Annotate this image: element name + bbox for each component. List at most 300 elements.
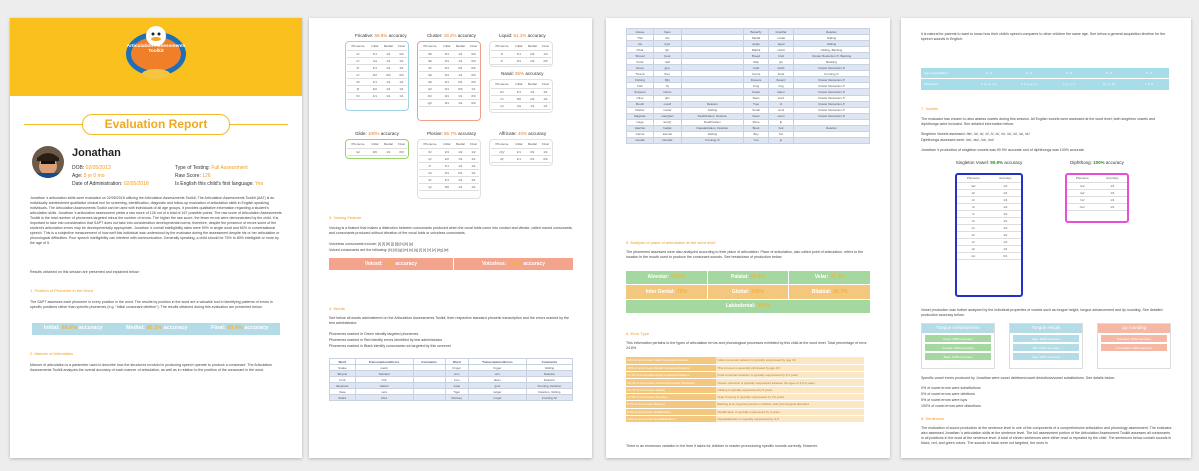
table-cell: 0/0 xyxy=(381,71,396,78)
table-cell: /eɪ/ xyxy=(1067,182,1098,189)
section-1-text: The SAPT assesses each phoneme in every position in the word. The results by position in the word are a valuable tool in identifying patterns of errors in specific positions rather than specific phonemes (e.g. "initial consonant deletion"). The results obtained during this evaluation are presented below: xyxy=(30,300,273,310)
report-title: Evaluation Report xyxy=(82,114,230,135)
table-cell: 1/1 xyxy=(381,148,396,155)
section-3-heading: 3. Voicing Feature xyxy=(329,215,362,220)
table-cell: /k/ xyxy=(419,176,441,183)
table-cell: /r/ xyxy=(491,57,513,64)
table-cell: /br/ xyxy=(419,92,441,99)
table-cell: Cluster Reduction /l/, Backing xyxy=(794,53,870,59)
table-cell: kæməl xyxy=(653,131,681,137)
table-cell: Final xyxy=(468,43,479,50)
table-cell: 1/1 xyxy=(453,155,468,162)
table-cell: swɑn xyxy=(769,113,794,119)
page-3-footer-text: There is an enormous variation in the time it takes for children to master pronouncing specific sounds correctly. However, xyxy=(626,444,818,448)
table-cell: Rabbit xyxy=(743,47,768,53)
logo-text: Articulation Assessments Toolkit xyxy=(126,44,186,55)
table-cell: 0/1 xyxy=(453,64,468,71)
table-cell: ʃu xyxy=(769,119,794,125)
table-cell: 1/1 xyxy=(540,102,551,109)
table-cell: 0/1 xyxy=(513,57,525,64)
table-row xyxy=(419,162,479,169)
table-cell: 2/2 xyxy=(396,50,407,57)
diphthong-table xyxy=(1065,173,1129,223)
table-row xyxy=(419,78,479,85)
testing-type-field: Type of Testing: Full Assessment xyxy=(175,165,248,171)
table-cell: 1/1 xyxy=(381,78,396,85)
table-cell: Final xyxy=(468,141,479,148)
table-cell: fɪŋgər xyxy=(468,365,526,371)
table-cell: Monkey xyxy=(445,395,468,401)
phoneme-row: Phonemes h, w, m, n, p b, d, k, g, f, j t, ŋ, l, s, ʃ tʃ, r, z, dʒ v, θ, ð xyxy=(924,82,1153,87)
table-cell: Initial xyxy=(513,43,525,50)
section-3-text: Voicing is a feature that makes a distinction between consonants produced when the vocal folds come into contact and vibrate, called voiced consonants, and consonants produced without vibration of the vocal folds or voiceless consonants. xyxy=(329,226,573,236)
table-cell: /ɑ/ xyxy=(957,189,990,196)
table-row xyxy=(957,182,1021,189)
table-row xyxy=(419,183,479,190)
table-cell: Cluster reduction is typically suppressed between the ages of 3;6-4 years xyxy=(716,379,864,386)
table-row xyxy=(419,176,479,183)
table-cell: 1/1 xyxy=(453,162,468,169)
table-cell: /st/ xyxy=(419,85,441,92)
table-cell: 0/0 xyxy=(468,57,479,64)
table-cell: Scissors xyxy=(627,89,654,95)
table-cell: ðɪs xyxy=(653,35,681,41)
table-cell: laɪən xyxy=(468,377,526,383)
table-cell: 0.0% of errors were Initial Consonant Deletion xyxy=(626,357,716,364)
table-cell: mʌðər xyxy=(653,107,681,113)
table-cell: Velar Fronting is typically suppressed by 3;6 years xyxy=(716,393,864,400)
table-cell: Zebra xyxy=(330,395,356,401)
table-cell: 1/1 xyxy=(468,169,479,176)
table-cell: 1/1 xyxy=(369,50,381,57)
table-cell: Gliding is typically suppressed by 5 years xyxy=(716,386,864,393)
table-cell: 1/1 xyxy=(990,189,1021,196)
position-accuracy-bar xyxy=(32,323,280,335)
table-cell: /g/ xyxy=(419,183,441,190)
section-7-heading: 7. Vowels xyxy=(921,106,939,111)
table-cell: Cluster Reduction /l/ xyxy=(794,83,870,89)
table-cell: Medial xyxy=(453,43,468,50)
voiced-accuracy-bar: Voiced: 75% accuracy xyxy=(329,258,453,270)
table-cell: sɪzərz xyxy=(653,89,681,95)
table-cell: kændəl xyxy=(653,137,681,143)
table-row xyxy=(957,231,1021,238)
table-cell: Fronting /t/ xyxy=(681,137,743,143)
table-cell: 2/2 xyxy=(441,155,453,162)
table-cell: Gliding xyxy=(794,35,870,41)
table-cell: Bicycle xyxy=(330,371,356,377)
table-cell: /kl/ xyxy=(419,57,441,64)
intro-paragraph: Jonathan 's articulation skills were evaluated on 02/05/2018 utilizing the Articulation Assessments Toolkit. The Articulation Assessments Toolkit (AAT) is an individually administered qualitative clinical tool for screening, identification, diagnosis and follow-up evaluation of articulation skills in English speaking individuals. The Articulation Assessments Toolkit can be used with individuals of all age groups, it provides qualitative information regarding a student's articulation skills. Jonathan 's articulation assessment yields a raw score of 126 out of a total of 167 possible points. The raw score of Articulation Assessments Toolkit is the total number of phonemes targeted minus the number of errors. The higher the raw score, the fewer errors were demonstrated by the child. It is important to take into consideration that SAPT does not take into consideration developmental norms; therefore, despite the presence of errors some of the student's articulation errors may be developmentally appropriate. Jonathan 's overall intelligibility rates were 90% in single word and 60% in conversational speech. This is a subjective measurement of how well this individual was understood by the evaluator during the assessment despite his or her articulation or phonological difficulties. Poor speech intelligibility can interfere with communication. Generally speaking, a child should be 75% to 80% intelligible or more by the age of 5. xyxy=(30,196,282,246)
table-cell: Medial xyxy=(525,43,540,50)
table-cell: 0/1 xyxy=(441,92,453,99)
table-cell: Phoneme xyxy=(491,141,513,148)
table-row xyxy=(347,43,407,50)
section-1-heading: 1. Position of Phoneme in the Word xyxy=(30,288,93,293)
table-cell: Fronting /l/ xyxy=(794,71,870,77)
table-cell: Medial xyxy=(381,43,396,50)
table-cell: Tiger xyxy=(445,389,468,395)
plosive-heading: Plosive: 85.7% accuracy xyxy=(427,131,477,136)
table-cell: zibrə xyxy=(355,395,413,401)
table-cell: fɪʃ xyxy=(653,83,681,89)
table-cell: Knife xyxy=(627,59,654,65)
table-cell: ju xyxy=(769,137,794,143)
table-cell: 1/1 xyxy=(513,148,525,155)
table-cell: 1/1 xyxy=(396,78,407,85)
table-row xyxy=(419,71,479,78)
table-row xyxy=(347,78,407,85)
table-cell: Gliding xyxy=(681,107,743,113)
table-row xyxy=(491,88,551,95)
table-cell: /ʊ/ xyxy=(957,224,990,231)
table-row xyxy=(1067,182,1127,189)
table-cell: Boy xyxy=(743,131,768,137)
table-cell: Initial consonant deletion is typically suppressed by age 3;0 xyxy=(716,357,864,364)
raw-score-field: Raw Score: 126 xyxy=(175,173,211,179)
table-cell: 0/0 xyxy=(441,183,453,190)
initial-accuracy: Initial: 69.6% accuracy xyxy=(43,325,103,332)
table-cell: Phoneme xyxy=(1067,175,1098,182)
table-cell: 0/1 xyxy=(441,99,453,106)
table-cell: /fl/ xyxy=(419,64,441,71)
table-cell: mʌŋki xyxy=(468,395,526,401)
table-cell: 0/1 xyxy=(441,78,453,85)
table-cell: goʊt xyxy=(468,383,526,389)
table-cell: veɪs xyxy=(355,389,413,395)
table-cell: Jar xyxy=(627,41,654,47)
table-cell: Mouth xyxy=(627,101,654,107)
table-cell: 1/1 xyxy=(990,224,1021,231)
table-cell: /aɪ/ xyxy=(1067,189,1098,196)
table-cell: 2/2 xyxy=(525,57,540,64)
table-cell: Lion xyxy=(445,377,468,383)
table-row xyxy=(347,71,407,78)
table-cell: Deletion xyxy=(794,29,870,35)
table-cell: /m/ xyxy=(491,88,513,95)
table-row xyxy=(491,148,551,155)
table-cell: /bl/ xyxy=(419,50,441,57)
table-row xyxy=(491,141,551,148)
place-cell: Palatal: 50.0% xyxy=(708,271,789,284)
table-cell: 1/1 xyxy=(990,245,1021,252)
table-cell: Accuracy xyxy=(990,175,1021,182)
table-cell: 1/1 xyxy=(396,57,407,64)
table-cell: 1/1 xyxy=(441,162,453,169)
table-cell xyxy=(794,137,870,143)
singleton-heading: Singleton Vowel: 90.9% accuracy xyxy=(955,160,1023,165)
table-cell: Small xyxy=(743,107,768,113)
table-row xyxy=(419,141,479,148)
table-cell: Backing is an atypical process in children with phonological disorders xyxy=(716,401,864,408)
child-name: Jonathan xyxy=(72,147,121,159)
table-cell: Phoneme xyxy=(491,43,513,50)
nasal-table xyxy=(489,79,553,113)
table-cell: Flowers xyxy=(743,77,768,83)
table-cell: 0/1 xyxy=(453,78,468,85)
title-line-left xyxy=(24,124,82,125)
table-cell: 1/1 xyxy=(441,176,453,183)
table-cell: Cluster Reduction /l/ xyxy=(794,89,870,95)
table-cell: mədʒɪʃən xyxy=(653,113,681,119)
table-cell: Goat xyxy=(445,383,468,389)
table-cell: Gliding xyxy=(794,41,870,47)
table-cell: /i/ xyxy=(957,210,990,217)
table-cell: smɔl xyxy=(769,107,794,113)
place-cell: Velar: 71.4% xyxy=(789,271,870,284)
table-cell: ʃɪp xyxy=(769,59,794,65)
table-cell: Thumb xyxy=(627,71,654,77)
table-cell: Final xyxy=(396,43,407,50)
table-cell: 1/1 xyxy=(453,92,468,99)
report-page-2 xyxy=(309,18,592,458)
table-cell: 1/1 xyxy=(990,231,1021,238)
table-cell: Elephant xyxy=(330,383,356,389)
table-cell: klaʊn xyxy=(769,89,794,95)
table-row xyxy=(419,85,479,92)
table-cell: taɪgər xyxy=(468,389,526,395)
diphthong-heading: Diphthong: 100% accuracy xyxy=(1070,160,1124,165)
table-cell: 1/1 xyxy=(1098,182,1127,189)
medial-accuracy: Medial: 80.2% accuracy xyxy=(126,325,188,332)
liquid-table xyxy=(489,41,553,67)
table-cell: 1/1 xyxy=(468,155,479,162)
section-5-heading: 5. Analysis of place of articulation at the word level xyxy=(626,240,716,245)
table-cell: Gliding xyxy=(681,131,743,137)
table-cell: 0/1 xyxy=(525,148,540,155)
table-cell: /u/ xyxy=(957,231,990,238)
table-cell: Fish xyxy=(627,83,654,89)
table-cell: ʃʌvəl xyxy=(653,53,681,59)
table-cell: /oʊ/ xyxy=(1067,203,1098,210)
table-cell: 1/1 xyxy=(990,182,1021,189)
table-row xyxy=(957,210,1021,217)
table-row xyxy=(347,85,407,92)
voiceless-consonants: Voiceless consonants include: [t] [f] [θ] [ʃ] [tʃ] [h] [k] [p] xyxy=(329,242,414,246)
table-row xyxy=(957,203,1021,210)
table-cell: Cage xyxy=(627,119,654,125)
table-row xyxy=(1067,203,1127,210)
table-cell: 0/0 xyxy=(396,148,407,155)
table-cell: 1/1 xyxy=(525,88,540,95)
table-row xyxy=(347,57,407,64)
table-cell: 1/1 xyxy=(453,71,468,78)
table-row xyxy=(957,252,1021,259)
place-cell: Labiodental: 100% xyxy=(626,300,870,313)
legend-green: Phonemes marked in Green identify targeted phonemes xyxy=(329,332,419,336)
table-cell: /f/ xyxy=(347,64,369,71)
table-cell: Finger xyxy=(445,365,468,371)
table-cell: /z/ xyxy=(347,57,369,64)
table-cell: Medal xyxy=(743,35,768,41)
table-row xyxy=(491,155,551,162)
table-cell: House xyxy=(627,29,654,35)
acquisition-intro: it is natural for parents to want to know how their child's speech compares to other children the same age. See below a general acquisition timeline for the speech sounds in English: xyxy=(921,32,1166,42)
table-cell: Fishing xyxy=(627,77,654,83)
table-row xyxy=(957,196,1021,203)
table-cell: Shovel xyxy=(627,53,654,59)
section-7-text: The evaluator has chosen to also assess vowels during this session. All English vowels were assessed at the word level; both singleton vowels and diphthongs were included. See detailed information below: xyxy=(921,117,1155,127)
table-cell: Gliding xyxy=(526,365,572,371)
table-cell: 1/1 xyxy=(513,50,525,57)
table-cell: /sl/ xyxy=(419,78,441,85)
table-cell: 1/1 xyxy=(453,50,468,57)
table-cell: 26.1% of errors were Consonant Cluster Reduction xyxy=(626,379,716,386)
table-row xyxy=(626,408,864,415)
table-cell: 1/1 xyxy=(381,57,396,64)
table-cell: Hatchet xyxy=(627,125,654,131)
table-cell: Initial xyxy=(369,43,381,50)
table-cell: 1/1 xyxy=(990,210,1021,217)
table-cell: /dʒ/ xyxy=(491,148,513,155)
vowel-feature-text: Vowel production was further analyzed by the individual properties of vowels such as tongue height, tongue advancement and lip rounding. See detailed production accuracy below: xyxy=(921,308,1163,318)
table-cell: kræb xyxy=(769,65,794,71)
table-cell: Phoneme xyxy=(419,43,441,50)
table-row xyxy=(347,141,407,148)
table-cell: 1/1 xyxy=(990,238,1021,245)
table-cell: 1/1 xyxy=(468,176,479,183)
table-cell: tri xyxy=(769,101,794,107)
report-page-4 xyxy=(901,18,1191,458)
table-cell: Olive xyxy=(627,95,654,101)
table-cell: 1/1 xyxy=(468,85,479,92)
table-cell: Depalatization, Deletion xyxy=(681,125,743,131)
table-cell: 1/1 xyxy=(990,196,1021,203)
table-row xyxy=(491,43,551,50)
table-cell: Tree xyxy=(743,101,768,107)
table-row xyxy=(491,50,551,57)
table-cell: Final consonant deletion is typically suppressed by 3;3 years xyxy=(716,372,864,379)
table-cell: /v/ xyxy=(347,71,369,78)
place-of-articulation-grid xyxy=(626,271,870,313)
table-cell: 0/1 xyxy=(525,155,540,162)
table-cell: Word xyxy=(330,359,356,365)
table-cell: /tʃ/ xyxy=(491,155,513,162)
table-cell: Final xyxy=(540,81,551,88)
table-cell: Deaffrication is typically suppressed by 4 years xyxy=(716,408,864,415)
dob-field: DOB: 02/05/2013 xyxy=(72,165,111,171)
table-cell: 1/1 xyxy=(369,78,381,85)
table-cell: 0/0 xyxy=(468,92,479,99)
table-cell: /h/ xyxy=(347,92,369,99)
legend-red: Phonemes marked in Red identify errors identified by test administrator xyxy=(329,338,443,342)
table-row xyxy=(347,148,407,155)
table-cell: 1/2 xyxy=(453,148,468,155)
section-6-heading: 6. Error Type xyxy=(626,331,650,336)
table-row xyxy=(419,148,479,155)
table-cell: Magician xyxy=(627,113,654,119)
table-cell: /ŋ/ xyxy=(491,102,513,109)
table-cell: Deaffrication xyxy=(681,119,743,125)
table-cell: mɛdəl xyxy=(769,35,794,41)
glide-table xyxy=(345,139,409,159)
table-cell: Comments xyxy=(526,359,572,365)
cluster-table xyxy=(417,41,481,121)
table-row xyxy=(626,415,864,422)
table-cell: /pl/ xyxy=(419,71,441,78)
table-row xyxy=(626,386,864,393)
table-cell: Cluster Reduction /l/ xyxy=(794,101,870,107)
words-table xyxy=(329,358,573,401)
table-cell: Chair xyxy=(627,47,654,53)
section-5-text: The phonemes assessed were also analyzed according to their place of articulation. Place of articulation, also called point of articulation, refers to the location in the mouth used to produce the consonant sounds. See breakdown of production below: xyxy=(626,250,864,260)
table-cell: /t/ xyxy=(419,162,441,169)
table-cell: Initial xyxy=(441,141,453,148)
table-cell: Ship xyxy=(743,59,768,65)
vowel-error-3: 0% of vowel errors were lups xyxy=(921,398,968,402)
table-cell: Arm xyxy=(445,371,468,377)
table-cell: 8.7% of errors were Backing xyxy=(626,401,716,408)
table-row xyxy=(957,189,1021,196)
table-cell: Stars xyxy=(743,95,768,101)
singleton-vowels-line: Singleton Vowels assessed: /æ/, /ɑ/, /ɛ/, /ɪ/, /i/, /ɔ/, /ʊ/, /u/, /ʌ/, /ə/, /ɚ/ xyxy=(921,132,1030,136)
table-row xyxy=(626,401,864,408)
table-cell: 1/1 xyxy=(381,92,396,99)
table-row xyxy=(347,92,407,99)
voiced-consonants: Voiced consonants are the following: [b] [d] [g] [m] [n] [ŋ] [l] [r] [v] [z] [dʒ] [w] xyxy=(329,248,449,252)
table-cell: 0/0 xyxy=(513,95,525,102)
table-cell: glʌv xyxy=(653,65,681,71)
place-cell: Glottal: 100% xyxy=(708,285,789,298)
table-row xyxy=(626,372,864,379)
table-cell: kɛrət xyxy=(769,71,794,77)
table-row xyxy=(627,137,870,143)
place-cell: Bilabial: 85.7% xyxy=(789,285,870,298)
table-cell: 17.4% of errors were Final Consonant Deletion xyxy=(626,372,716,379)
table-row xyxy=(491,102,551,109)
section-4-text: See below all words administered on the Articulation Assessments Toolkit, their respective standard phonetic transcription and the errors marked by the test administrator. xyxy=(329,316,570,326)
vowel-error-intro: Specific vowel errors produced by Jonathan were vowel deletions/vowel distortions/vowel substitutions. See details below: xyxy=(921,376,1115,380)
table-cell: Gliding, Backing xyxy=(794,47,870,53)
table-cell: Medial xyxy=(381,141,396,148)
table-cell: Cluster Reduction /l/ xyxy=(794,113,870,119)
vowel-error-2: 0% of vowel errors were deletions xyxy=(921,392,975,396)
table-cell: 0/0 xyxy=(468,50,479,57)
table-cell: This process is generally eliminated by age 3;0 xyxy=(716,364,864,371)
table-cell: 1/1 xyxy=(525,102,540,109)
table-cell: 0/0 xyxy=(468,99,479,106)
table-cell: 1/1 xyxy=(453,57,468,64)
table-cell: Snake xyxy=(330,365,356,371)
section-4-heading: 4. Words xyxy=(329,306,345,311)
table-cell: ɛləfənt xyxy=(355,383,413,389)
nasal-heading: Nasal: 95% accuracy xyxy=(501,71,544,76)
table-cell: 1/1 xyxy=(990,203,1021,210)
table-cell: Glove xyxy=(627,65,654,71)
table-cell: 0/0 xyxy=(453,85,468,92)
table-cell: Mother xyxy=(627,107,654,113)
table-cell: Deaffrication, Deletion xyxy=(681,113,743,119)
vowel-result: Jonathan 's production of singleton vowels was 90.9% accurate and of diphthongs was 100% accurate. xyxy=(921,148,1085,152)
table-cell: stɑrz xyxy=(769,95,794,101)
table-cell: 0/1 xyxy=(441,169,453,176)
table-cell: /d/ xyxy=(419,169,441,176)
table-cell: Fronting, Deletion xyxy=(526,383,572,389)
table-cell: 1/1 xyxy=(453,99,468,106)
table-cell: /ɔɪ/ xyxy=(1067,196,1098,203)
table-cell: 1/1 xyxy=(540,148,551,155)
table-cell: /θ/ xyxy=(347,78,369,85)
table-cell: 0/0 xyxy=(468,71,479,78)
table-cell: ɑlɪv xyxy=(653,95,681,101)
fricative-heading: Fricative: 68.8% accuracy xyxy=(355,33,407,38)
table-cell: Deletion, Gliding xyxy=(526,389,572,395)
section-6-text: This information pertains to the types of articulation errors and phonological processes exhibited by this child at the word level. Total percentage of error 24.6% xyxy=(626,341,867,351)
table-cell: Phoneme xyxy=(347,141,369,148)
table-cell: tʃɛr xyxy=(653,47,681,53)
table-row xyxy=(419,99,479,106)
table-cell: Bread xyxy=(743,53,768,59)
